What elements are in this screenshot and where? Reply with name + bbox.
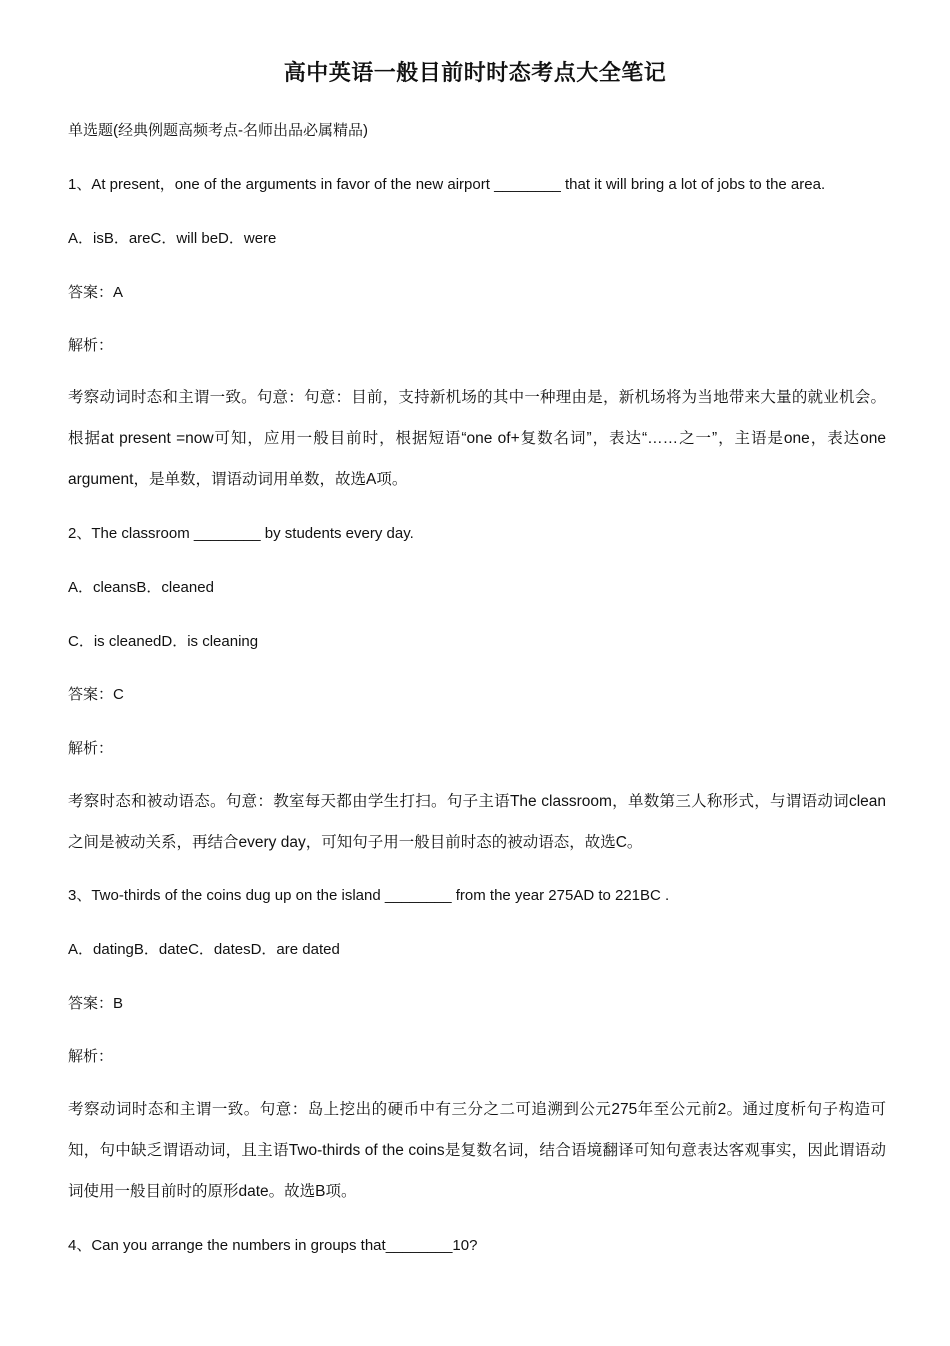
question-1-options: A．isB．areC．will beD．were bbox=[68, 230, 277, 247]
question-1-analysis-label: 解析： bbox=[68, 337, 114, 354]
question-2-analysis: 考察时态和被动语态。句意：教室每天都由学生打扫。句子主语The classroom，单数第三人称形式，与谓语动词clean之间是被动关系，再结合every day，可知句子用一般目前时态的被动语态，故选C。 bbox=[68, 793, 886, 851]
question-4-stem: 4、Can you arrange the numbers in groups that________10? bbox=[68, 1237, 478, 1254]
question-2-answer: 答案：C bbox=[68, 686, 124, 703]
section-heading: 单选题(经典例题高频考点-名师出品必属精品) bbox=[68, 122, 368, 139]
page-title: 高中英语一般目前时时态考点大全笔记 bbox=[283, 60, 667, 85]
question-1-answer: 答案：A bbox=[68, 284, 124, 301]
question-1-analysis: 考察动词时态和主谓一致。句意：句意：目前，支持新机场的其中一种理由是，新机场将为当地带来大量的就业机会。根据at present =now可知，应用一般目前时，根据短语“one of+复数名词”，表达“……之一”，主语是one，表达one argument，是单数，谓语动词用单数，故选A项。 bbox=[68, 389, 886, 488]
question-2-analysis-label: 解析： bbox=[68, 740, 114, 757]
question-3-analysis-label: 解析： bbox=[68, 1048, 114, 1065]
question-2-options-2: C．is cleanedD．is cleaning bbox=[68, 633, 259, 650]
question-1-stem: 1、At present，one of the arguments in favor of the new airport ________ that it will bring a lot of jobs to the area. bbox=[68, 176, 826, 193]
question-3-answer: 答案：B bbox=[68, 995, 124, 1012]
question-3-options: A．datingB．dateC．datesD．are dated bbox=[68, 941, 340, 958]
question-3-stem: 3、Two-thirds of the coins dug up on the island ________ from the year 275AD to 221BC . bbox=[68, 887, 670, 904]
question-2-stem: 2、The classroom ________ by students every day. bbox=[68, 525, 414, 542]
question-2-options-1: A．cleansB．cleaned bbox=[68, 579, 214, 596]
question-3-analysis: 考察动词时态和主谓一致。句意：岛上挖出的硬币中有三分之二可追溯到公元275年至公元前2。通过度析句子构造可知，句中缺乏谓语动词，且主语Two-thirds of the coins是复数名词，结合语境翻译可知句意表达客观事实，因此谓语动词使用一般目前时的原形date。故选B项。 bbox=[68, 1101, 886, 1200]
